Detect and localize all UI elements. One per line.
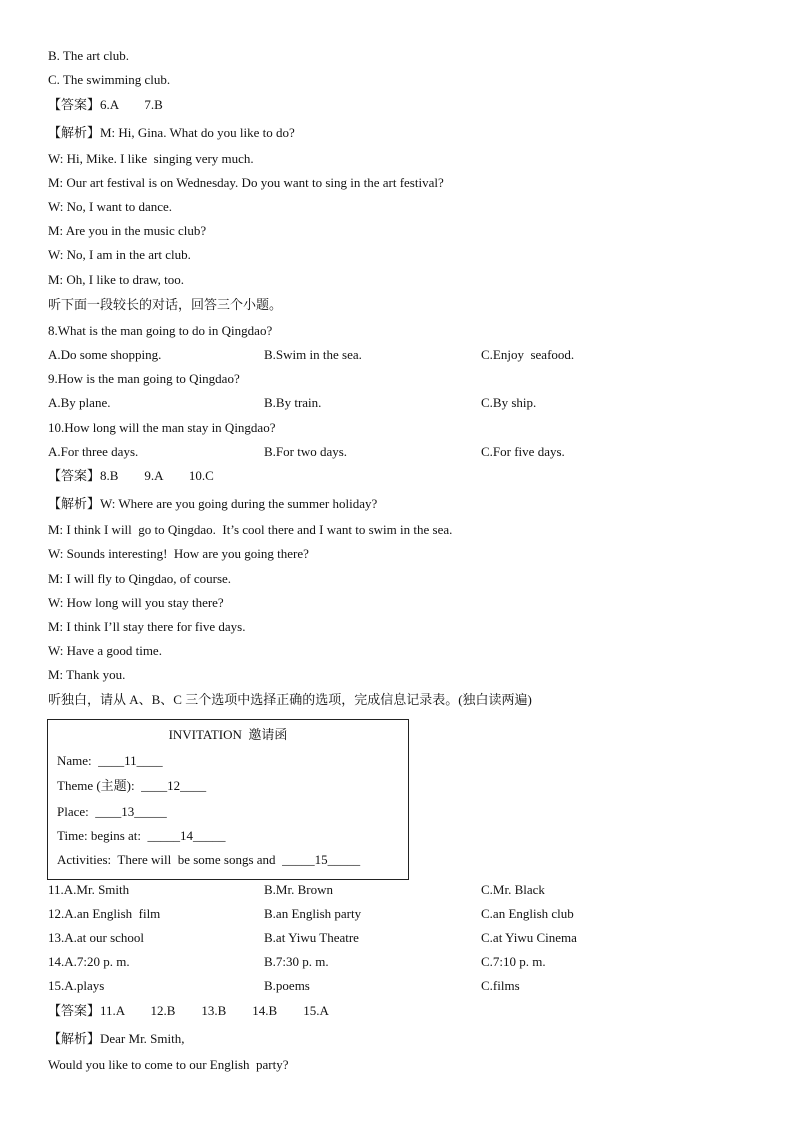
option-b: B.at Yiwu Theatre (264, 930, 359, 945)
invitation-name-row (57, 753, 163, 769)
question-stem: 10.How long will the man stay in Qingdao? (48, 420, 276, 435)
option-c: C.an English club (481, 906, 574, 921)
analysis-line: 【解析】Dear Mr. Smith, (48, 1031, 185, 1046)
invitation-activities-row (57, 852, 360, 868)
dialogue-line: M: Are you in the music club? (48, 223, 207, 238)
option-a: 12.A.an English film (48, 906, 161, 921)
option-a: A.For three days. (48, 444, 139, 459)
option-c: C.By ship. (481, 395, 537, 410)
invitation-time-row (57, 828, 226, 844)
option-c: C.For five days. (481, 444, 565, 459)
dialogue-line: W: No, I am in the art club. (48, 247, 191, 262)
option-b: B.Swim in the sea. (264, 347, 362, 362)
option-a: 14.A.7:20 p. m. (48, 954, 130, 969)
invitation-label: Time: begins at: (57, 828, 148, 843)
dialogue-line: W: How long will you stay there? (48, 595, 224, 610)
option-c: C.Mr. Black (481, 882, 545, 897)
invitation-place-row (57, 804, 167, 820)
question-stem: 8.What is the man going to do in Qingdao? (48, 323, 273, 338)
option-line: C. The swimming club. (48, 72, 171, 87)
dialogue-line: M: Our art festival is on Wednesday. Do you want to sing in the art festival? (48, 175, 444, 190)
invitation-label: Theme (主题): (57, 778, 142, 793)
answer-line: 【答案】8.B 9.A 10.C (48, 468, 214, 483)
dialogue-line: M: Thank you. (48, 667, 126, 682)
answer-line: 【答案】11.A 12.B 13.B 14.B 15.A (48, 1003, 329, 1018)
option-c: C.7:10 p. m. (481, 954, 546, 969)
dialogue-line: M: I think I will go to Qingdao. It’s cool there and I want to swim in the sea. (48, 522, 453, 537)
blank: _____15_____ (282, 852, 361, 867)
invitation-theme-row (57, 778, 206, 794)
section-instruction: 听下面一段较长的对话，回答三个小题。 (48, 297, 283, 312)
option-a: 15.A.plays (48, 978, 105, 993)
dialogue-line: W: Sounds interesting! How are you going there? (48, 546, 309, 561)
option-c: C.Enjoy seafood. (481, 347, 575, 362)
dialogue-line: M: Oh, I like to draw, too. (48, 272, 184, 287)
blank: ____12____ (141, 778, 207, 793)
option-c: C.at Yiwu Cinema (481, 930, 577, 945)
option-a: 13.A.at our school (48, 930, 145, 945)
option-b: B.7:30 p. m. (264, 954, 329, 969)
dialogue-line: W: Have a good time. (48, 643, 162, 658)
dialogue-line: M: I think I’ll stay there for five days. (48, 619, 246, 634)
blank: ____13_____ (95, 804, 167, 819)
option-line: B. The art club. (48, 48, 129, 63)
blank: ____11____ (98, 753, 163, 768)
invitation-label: Place: (57, 804, 96, 819)
dialogue-line: W: Hi, Mike. I like singing very much. (48, 151, 254, 166)
section-instruction: 听独白，请从 A、B、C 三个选项中选择正确的选项，完成信息记录表。(独白读两遍) (48, 692, 532, 707)
analysis-line: 【解析】W: Where are you going during the summer holiday? (48, 496, 378, 511)
question-stem: 9.How is the man going to Qingdao? (48, 371, 240, 386)
invitation-label: Activities: There will be some songs and (57, 852, 283, 867)
option-b: B.poems (264, 978, 310, 993)
option-b: B.For two days. (264, 444, 348, 459)
invitation-label: Name: (57, 753, 99, 768)
option-b: B.By train. (264, 395, 322, 410)
option-a: A.Do some shopping. (48, 347, 162, 362)
option-c: C.films (481, 978, 520, 993)
dialogue-line: M: I will fly to Qingdao, of course. (48, 571, 232, 586)
option-b: B.an English party (264, 906, 362, 921)
invitation-box (47, 719, 409, 880)
option-a: 11.A.Mr. Smith (48, 882, 130, 897)
dialogue-line: W: No, I want to dance. (48, 199, 173, 214)
passage-line: Would you like to come to our English party? (48, 1057, 289, 1072)
option-b: B.Mr. Brown (264, 882, 333, 897)
analysis-line: 【解析】M: Hi, Gina. What do you like to do? (48, 125, 295, 140)
answer-line: 【答案】6.A 7.B (48, 97, 163, 112)
blank: _____14_____ (147, 828, 226, 843)
option-a: A.By plane. (48, 395, 111, 410)
invitation-title: INVITATION 邀请函 (168, 727, 288, 742)
